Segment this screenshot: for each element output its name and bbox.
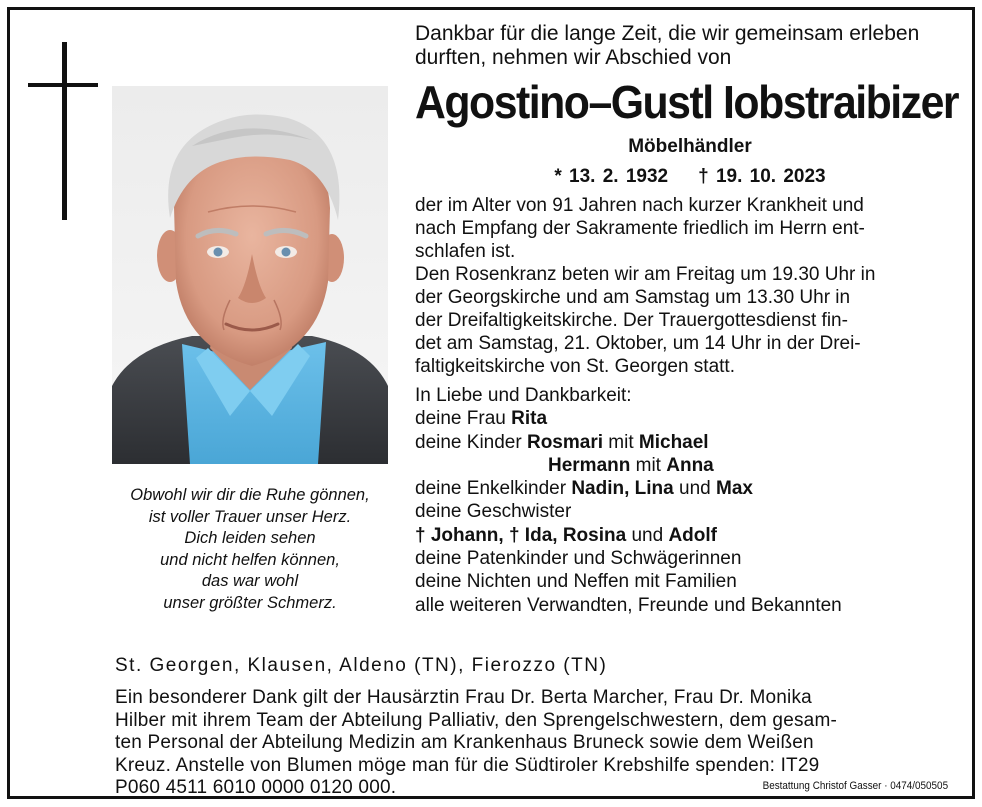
mourner-grandchildren: deine Enkelkinder Nadin, Lina und Max	[415, 478, 753, 500]
thanks-line: ten Personal der Abteilung Medizin am Krankenhaus Bruneck sowie dem Weißen	[115, 732, 814, 753]
life-dates	[415, 166, 965, 188]
thanks-line: Hilber mit ihrem Team der Abteilung Palliativ, den Sprengelschwestern, dem gesam-	[115, 709, 837, 731]
poem-line: das war wohl	[201, 572, 299, 590]
mourner-godchildren: deine Patenkinder und Schwägerinnen	[415, 548, 742, 570]
body-line: der Georgskirche und am Samstag um 13.30 Uhr in	[415, 287, 851, 308]
poem-line: ist voller Trauer unser Herz.	[148, 507, 352, 526]
mourner-siblings: † Johann, † Ida, Rosina und Adolf	[415, 524, 717, 546]
mourner-nieces: deine Nichten und Neffen mit Familien	[415, 571, 737, 593]
occupation: Möbelhändler	[628, 136, 752, 157]
body-line: der im Alter von 91 Jahren nach kurzer Krankheit und	[415, 195, 864, 216]
birth-date: * 13. 2. 1932	[554, 166, 669, 187]
body-line: der Dreifaltigkeitskirche. Der Trauergottesdienst fin-	[415, 310, 848, 331]
mourner-siblings-label: deine Geschwister	[415, 501, 572, 523]
body-line: nach Empfang der Sakramente friedlich im Herrn ent-	[415, 218, 865, 239]
poem-line: und nicht helfen können,	[160, 550, 340, 569]
mourner-children-2: Hermann mit Anna	[548, 454, 714, 476]
places: St. Georgen, Klausen, Aldeno (TN), Fierozzo (TN)	[115, 655, 608, 676]
intro-text	[415, 22, 965, 70]
poem-line: unser größter Schmerz.	[163, 593, 337, 612]
body-line: schlafen ist.	[415, 241, 516, 262]
announcement-text	[415, 194, 965, 378]
mourner-others: alle weiteren Verwandten, Freunde und Bekannten	[415, 594, 842, 616]
mourner-wife: deine Frau Rita	[415, 408, 548, 430]
body-line: det am Samstag, 21. Oktober, um 14 Uhr in der Drei-	[415, 333, 861, 354]
mourners-heading: In Liebe und Dankbarkeit:	[415, 385, 632, 406]
body-line: Den Rosenkranz beten wir am Freitag um 19.30 Uhr in	[415, 264, 876, 285]
death-date: † 19. 10. 2023	[698, 166, 826, 187]
body-line: faltigkeitskirche von St. Georgen statt.	[415, 356, 735, 377]
main-text-column	[415, 22, 965, 617]
intro-line: durften, nehmen wir Abschied von	[415, 46, 732, 69]
undertaker-credit: Bestattung Christof Gasser · 0474/050505	[762, 780, 948, 792]
mourner-children: deine Kinder Rosmari mit Michael	[415, 431, 709, 453]
deceased-name: Agostino–Gustl Iobstraibizer	[415, 76, 959, 128]
portrait-photo	[112, 86, 388, 464]
poem-line: Obwohl wir dir die Ruhe gönnen,	[130, 486, 370, 504]
portrait-illustration	[112, 86, 388, 464]
obituary-notice	[7, 7, 975, 799]
thanks-line: Kreuz. Anstelle von Blumen möge man für die Südtiroler Krebshilfe spenden: IT29	[115, 754, 820, 776]
intro-line: Dankbar für die lange Zeit, die wir gemeinsam erleben	[415, 22, 920, 45]
poem-line: Dich leiden sehen	[184, 529, 316, 547]
thanks-line: Ein besonderer Dank gilt der Hausärztin Frau Dr. Berta Marcher, Frau Dr. Monika	[115, 687, 812, 708]
mourners-list	[415, 384, 965, 617]
thanks-line: P060 4511 6010 0000 0120 000.	[115, 777, 397, 798]
poem	[105, 485, 395, 614]
